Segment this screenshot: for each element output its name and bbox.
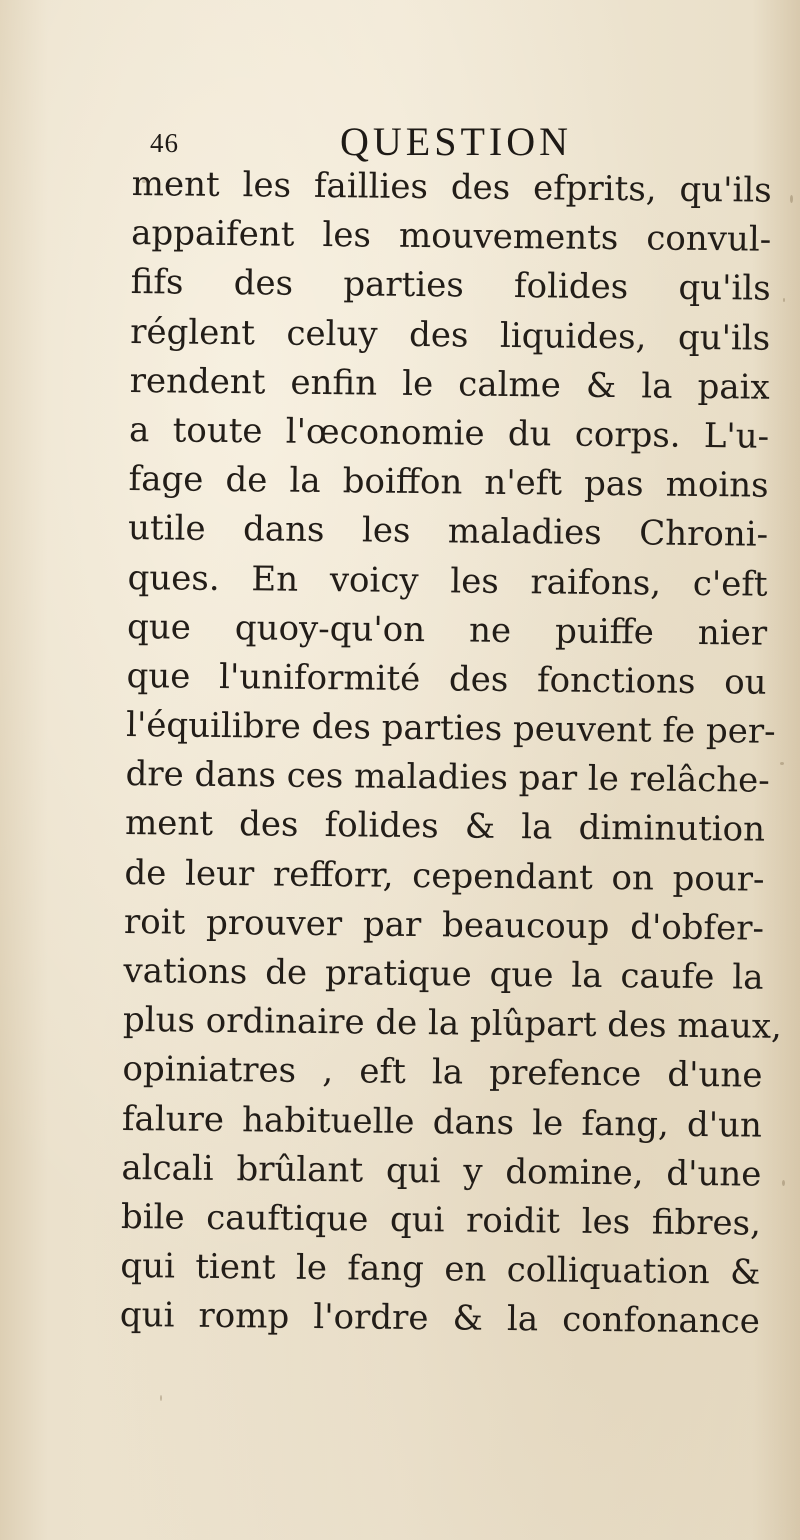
text-line: ment des folides & la diminution [124,803,766,851]
paper-speck [790,195,793,203]
body-text [119,160,783,1347]
paper-speck [782,1180,785,1186]
text-line: a toute l'œconomie du corps. L'u- [128,409,770,457]
text-line: appaifent les mouvements convul- [131,213,772,260]
text-line: utile dans les maladies Chroni- [127,508,769,555]
paper-speck [780,762,784,765]
text-line: que l'uniformité des fonctions ou [126,655,767,703]
text-line: dre dans ces maladies par le relâche- [125,754,770,801]
page-number: 46 [150,128,179,158]
text-line: réglent celuy des liquides, qu'ils [129,311,771,359]
paper-speck [783,298,785,302]
text-line: opiniatres , eft la prefence d'une [122,1049,763,1097]
text-line: alcali brûlant qui y domine, d'une [121,1147,762,1195]
text-line: ment les faillies des efprits, qu'ils [131,163,772,211]
text-line: qui tient le fang en colliquation & [120,1246,761,1293]
paper-speck [160,1395,162,1401]
text-line: fifs des parties folides qu'ils [130,262,771,310]
text-line: roit prouver par beaucoup d'obfer- [123,901,765,949]
text-line: vations de pratique que la caufe la [123,950,764,998]
text-line: de leur refforr, cependant on pour- [124,852,765,900]
running-head: QUESTION [340,119,572,164]
text-line: bile cauftique qui roidit les fibres, [120,1196,762,1244]
text-line: l'équilibre des parties peuvent fe per- [125,705,776,752]
text-line: rendent enfin le calme & la paix [129,360,770,408]
text-line: fage de la boiffon n'eft pas moins [128,459,769,506]
text-line: plus ordinaire de la plûpart des maux, [122,1000,783,1048]
text-line: que quoy-qu'on ne puiffe nier [126,606,768,654]
text-line: ques. En voicy les raifons, c'eft [127,557,768,605]
text-line: qui romp l'ordre & la confonance [119,1295,761,1342]
text-line: falure habituelle dans le fang, d'un [121,1098,763,1146]
